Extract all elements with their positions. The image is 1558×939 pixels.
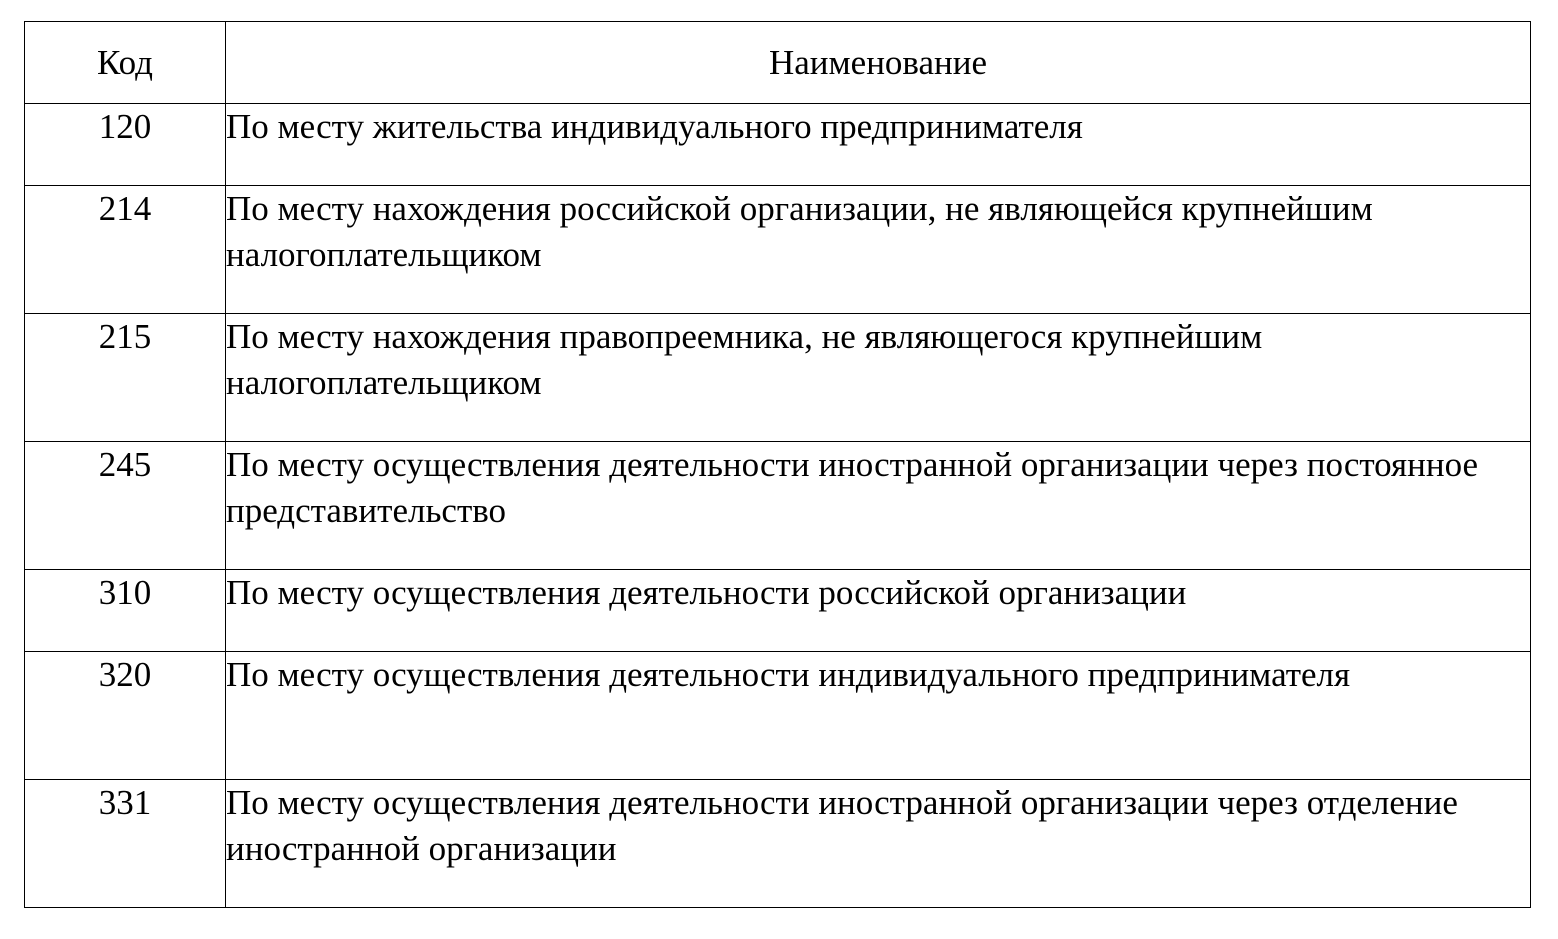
- column-header-code: Код: [25, 22, 226, 104]
- table-row: [25, 570, 1531, 652]
- table-row: [25, 442, 1531, 570]
- code-cell: 331: [25, 780, 226, 908]
- name-cell: По месту нахождения российской организации, не являющейся крупнейшим налогоплательщиком: [226, 186, 1531, 314]
- column-header-name: Наименование: [226, 22, 1531, 104]
- table-header-row: [25, 22, 1531, 104]
- table-row: [25, 104, 1531, 186]
- name-cell: По месту осуществления деятельности российской организации: [226, 570, 1531, 652]
- codes-table: [24, 21, 1531, 908]
- code-cell: 245: [25, 442, 226, 570]
- name-cell: По месту осуществления деятельности иностранной организации через отделение иностранной организации: [226, 780, 1531, 908]
- code-cell: 215: [25, 314, 226, 442]
- code-cell: 320: [25, 652, 226, 780]
- table-row: [25, 314, 1531, 442]
- code-cell: 310: [25, 570, 226, 652]
- table-row: [25, 186, 1531, 314]
- table-row: [25, 780, 1531, 908]
- name-cell: По месту нахождения правопреемника, не являющегося крупнейшим налогоплательщиком: [226, 314, 1531, 442]
- code-cell: 214: [25, 186, 226, 314]
- code-cell: 120: [25, 104, 226, 186]
- name-cell: По месту осуществления деятельности иностранной организации через постоянное представительство: [226, 442, 1531, 570]
- name-cell: По месту осуществления деятельности индивидуального предпринимателя: [226, 652, 1531, 780]
- name-cell: По месту жительства индивидуального предпринимателя: [226, 104, 1531, 186]
- table-row: [25, 652, 1531, 780]
